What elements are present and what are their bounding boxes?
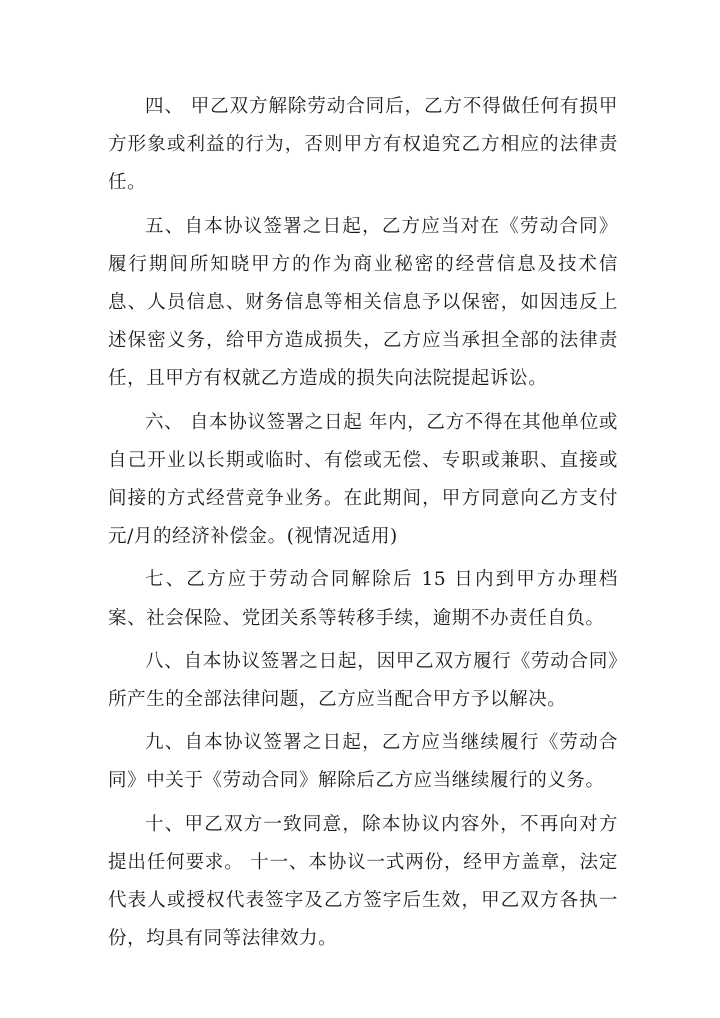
clause-9-paragraph: 九、自本协议签署之日起，乙方应当继续履行《劳动合同》中关于《劳动合同》解除后乙方应当继续履行的义务。 — [108, 732, 618, 792]
clause-10-11-paragraph: 十、甲乙双方一致同意，除本协议内容外，不再向对方提出任何要求。 十一、本协议一式两份，经甲方盖章，法定代表人或授权代表签字及乙方签字后生效，甲乙双方各执一份，均具有同等法律效力。 — [108, 813, 618, 950]
document-body — [108, 88, 618, 963]
clause-6-paragraph: 六、 自本协议签署之日起 年内，乙方不得在其他单位或自己开业以长期或临时、有偿或无偿、专职或兼职、直接或间接的方式经营竞争业务。在此期间，甲方同意向乙方支付 元/月的经济补偿金。(视情况适用) — [108, 411, 618, 548]
clause-7-paragraph: 七、乙方应于劳动合同解除后 15 日内到甲方办理档案、社会保险、党团关系等转移手续，逾期不办责任自负。 — [108, 569, 618, 629]
clause-8-paragraph: 八、自本协议签署之日起，因甲乙双方履行《劳动合同》所产生的全部法律问题，乙方应当配合甲方予以解决。 — [108, 650, 618, 711]
clause-5-paragraph: 五、自本协议签署之日起，乙方应当对在《劳动合同》履行期间所知晓甲方的作为商业秘密的经营信息及技术信息、人员信息、财务信息等相关信息予以保密，如因违反上述保密义务，给甲方造成损失，乙方应当承担全部的法律责任，且甲方有权就乙方造成的损失向法院提起诉讼。 — [108, 215, 618, 390]
clause-4-paragraph: 四、 甲乙双方解除劳动合同后，乙方不得做任何有损甲方形象或利益的行为，否则甲方有权追究乙方相应的法律责任。 — [108, 96, 618, 194]
